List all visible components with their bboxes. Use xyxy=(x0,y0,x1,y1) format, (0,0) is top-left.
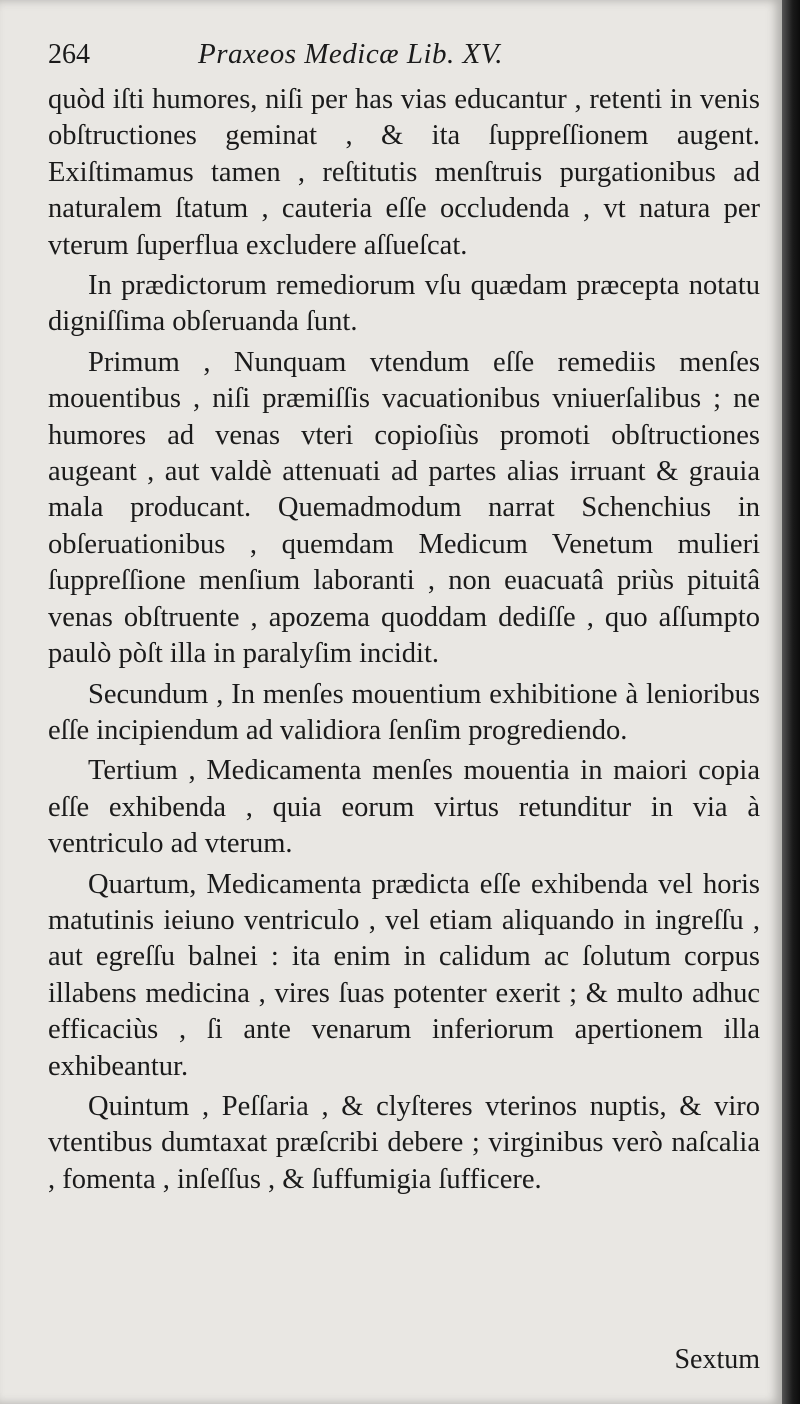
paragraph-quintum: Quintum , Peſſaria , & clyſteres vterinos nuptis, & viro vtentibus dumtaxat præſcribi debere ; virginibus verò naſcalia , fomenta , inſeſſus , & ſuffumigia ſufficere. xyxy=(48,1090,760,1195)
paragraph-secundum: Secundum , In menſes mouentium exhibitione à lenioribus eſſe incipiendum ad validiora ſenſim progrediendo. xyxy=(48,678,760,746)
running-head xyxy=(48,38,760,82)
paragraph-tertium: Tertium , Medicamenta menſes mouentia in maiori copia eſſe exhibenda , quia eorum virtus retunditur in via à ventriculo ad vterum. xyxy=(48,755,760,860)
binding-edge xyxy=(782,0,800,1404)
paragraph-continuation: quòd iſti humores, niſi per has vias educantur , retenti in venis obſtructiones geminat , & ita ſuppreſſionem augent. Exiſtimamus tamen , reſtitutis menſtruis purgationibus ad naturalem ſtatum , cauteria eſſe occludenda , vt natura per vterum ſuperflua excludere aſſueſcat. xyxy=(48,84,760,261)
text-block xyxy=(48,38,760,1375)
paragraph-precepts-intro: In prædictorum remediorum vſu quædam præcepta notatu digniſſima obſeruanda ſunt. xyxy=(48,270,760,338)
paragraph-quartum: Quartum, Medicamenta prædicta eſſe exhibenda vel horis matutinis ieiuno ventriculo , vel etiam aliquando in ingreſſu , aut egreſſu balnei : ita enim in calidum ac ſolutum corpus illabens medicina , vires ſuas potenter exerit ; & multo adhuc efficaciùs , ſi ante venarum inferiorum apertionem illa exhibeantur. xyxy=(48,868,760,1082)
running-title: Praxeos Medicæ Lib. XV. xyxy=(198,38,503,70)
paragraph-primum: Primum , Nunquam vtendum eſſe remediis menſes mouentibus , niſi præmiſſis vacuationibus vniuerſalibus ; ne humores ad venas vteri copioſiùs promoti obſtructiones augeant , aut valdè attenuati ad partes alias irruant & grauia mala producant. Quemadmodum narrat Schenchius in obſeruationibus , quemdam Medicum Venetum mulieri ſuppreſſione menſium laboranti , non euacuatâ priùs pituitâ venas obſtruente , apozema quoddam dediſſe , quo aſſumpto paulò pòſt illa in paralyſim incidit. xyxy=(48,346,760,670)
catchword: Sextum xyxy=(674,1344,760,1375)
page-number: 264 xyxy=(48,39,90,70)
